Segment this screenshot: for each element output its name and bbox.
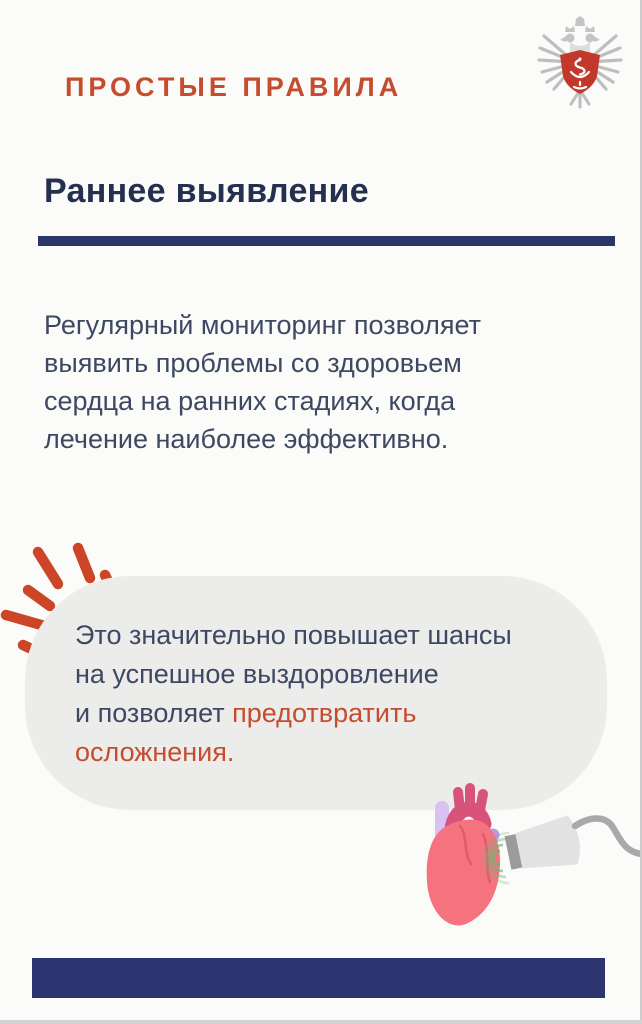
- heart-ultrasound-icon: [400, 778, 642, 945]
- kicker-label: ПРОСТЫЕ ПРАВИЛА: [65, 72, 403, 102]
- paragraph-line: лечение наиболее эффективно.: [44, 424, 449, 454]
- paragraph-line: сердца на ранних стадиях, когда: [44, 386, 456, 416]
- body-paragraph: [44, 306, 481, 458]
- page-edge-bottom: [0, 1020, 642, 1024]
- title-underline: [38, 236, 615, 246]
- callout-bubble: [25, 576, 607, 810]
- callout-line-accent: осложнения.: [75, 737, 235, 767]
- paragraph-line: Регулярный мониторинг позволяет: [44, 310, 481, 340]
- callout-text: [75, 616, 512, 772]
- callout-line: на успешное выздоровление: [75, 659, 439, 689]
- callout-line: [75, 694, 512, 733]
- page-title: Раннее выявление: [44, 172, 369, 210]
- callout-line-plain: и позволяет: [75, 698, 233, 728]
- footer-bar: [32, 958, 605, 998]
- paragraph-line: выявить проблемы со здоровьем: [44, 348, 462, 378]
- callout-line: Это значительно повышает шансы: [75, 620, 512, 650]
- callout-line: [75, 733, 512, 772]
- double-eagle-emblem-icon: [536, 14, 624, 114]
- callout-line-accent: предотвратить: [232, 698, 417, 728]
- ministry-emblem-icon: [536, 14, 624, 119]
